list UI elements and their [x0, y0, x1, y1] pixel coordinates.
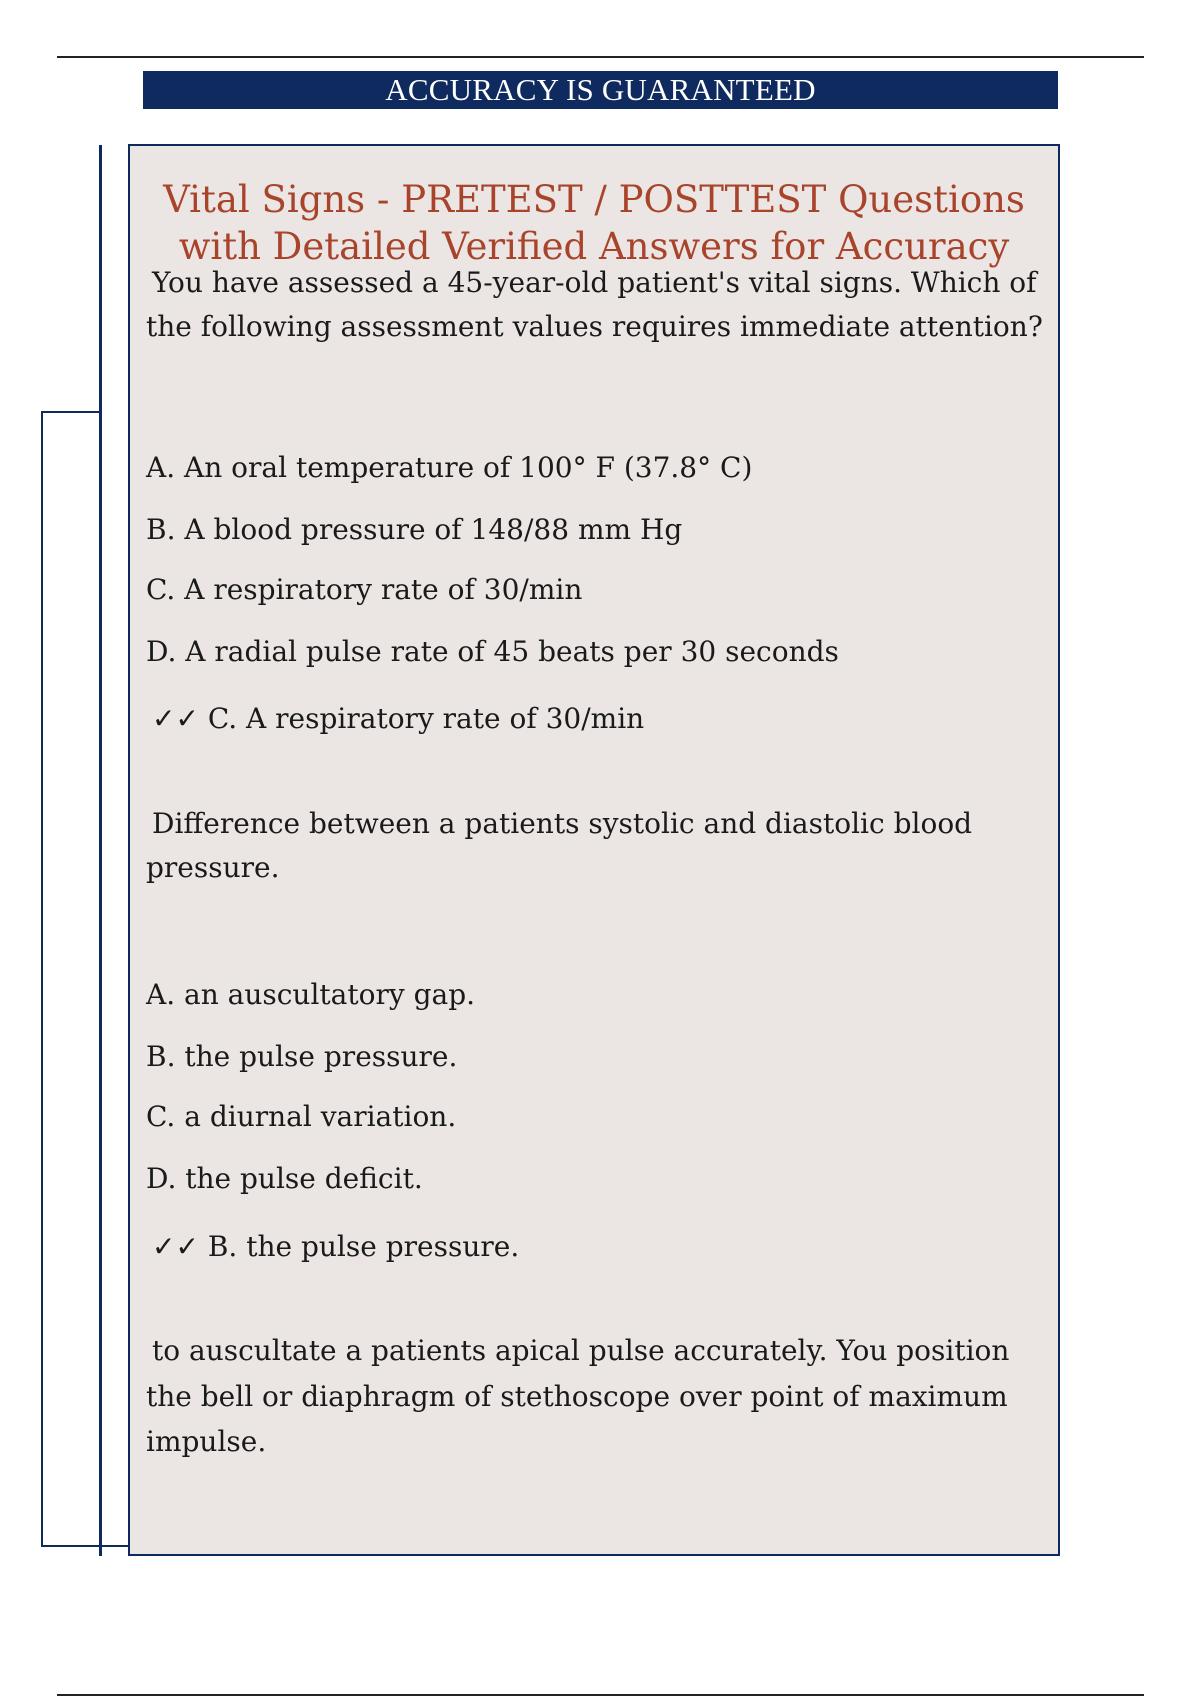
question-1-option-a: A. An oral temperature of 100° F (37.8° C) — [146, 451, 753, 484]
question-1-prompt-line-2: the following assessment values requires immediate attention? — [146, 310, 1043, 343]
question-2-answer: ✓✓ B. the pulse pressure. — [152, 1230, 520, 1263]
decorative-bracket-line — [41, 412, 43, 1547]
top-rule — [57, 56, 1144, 58]
question-3-prompt-line-1: to auscultate a patients apical pulse accurately. You position — [152, 1334, 1010, 1367]
question-1-option-b: B. A blood pressure of 148/88 mm Hg — [146, 513, 683, 546]
bottom-rule — [57, 1694, 1144, 1696]
accuracy-banner: ACCURACY IS GUARANTEED — [143, 71, 1058, 109]
question-3-prompt-line-2: the bell or diaphragm of stethoscope over point of maximum — [146, 1380, 1008, 1413]
question-1-option-d: D. A radial pulse rate of 45 beats per 30 seconds — [146, 635, 839, 668]
document-title — [130, 176, 1058, 270]
decorative-bracket-top — [41, 411, 101, 413]
question-1-option-c: C. A respiratory rate of 30/min — [146, 573, 583, 606]
decorative-vertical-line — [99, 145, 102, 1556]
question-2-option-b: B. the pulse pressure. — [146, 1040, 458, 1073]
question-card — [128, 144, 1060, 1556]
question-2-option-a: A. an auscultatory gap. — [146, 978, 476, 1011]
question-2-option-c: C. a diurnal variation. — [146, 1100, 457, 1133]
title-line-1: Vital Signs - PRETEST / POSTTEST Questions — [163, 178, 1025, 221]
question-2-prompt-line-2: pressure. — [146, 851, 280, 884]
title-line-2: with Detailed Verified Answers for Accuracy — [178, 225, 1010, 268]
question-3-prompt-line-3: impulse. — [146, 1425, 267, 1458]
question-1-answer: ✓✓ C. A respiratory rate of 30/min — [152, 702, 645, 735]
question-2-option-d: D. the pulse deficit. — [146, 1162, 423, 1195]
question-1-prompt-line-1: You have assessed a 45-year-old patient's vital signs. Which of — [152, 266, 1037, 299]
question-2-prompt-line-1: Difference between a patients systolic and diastolic blood — [152, 807, 973, 840]
